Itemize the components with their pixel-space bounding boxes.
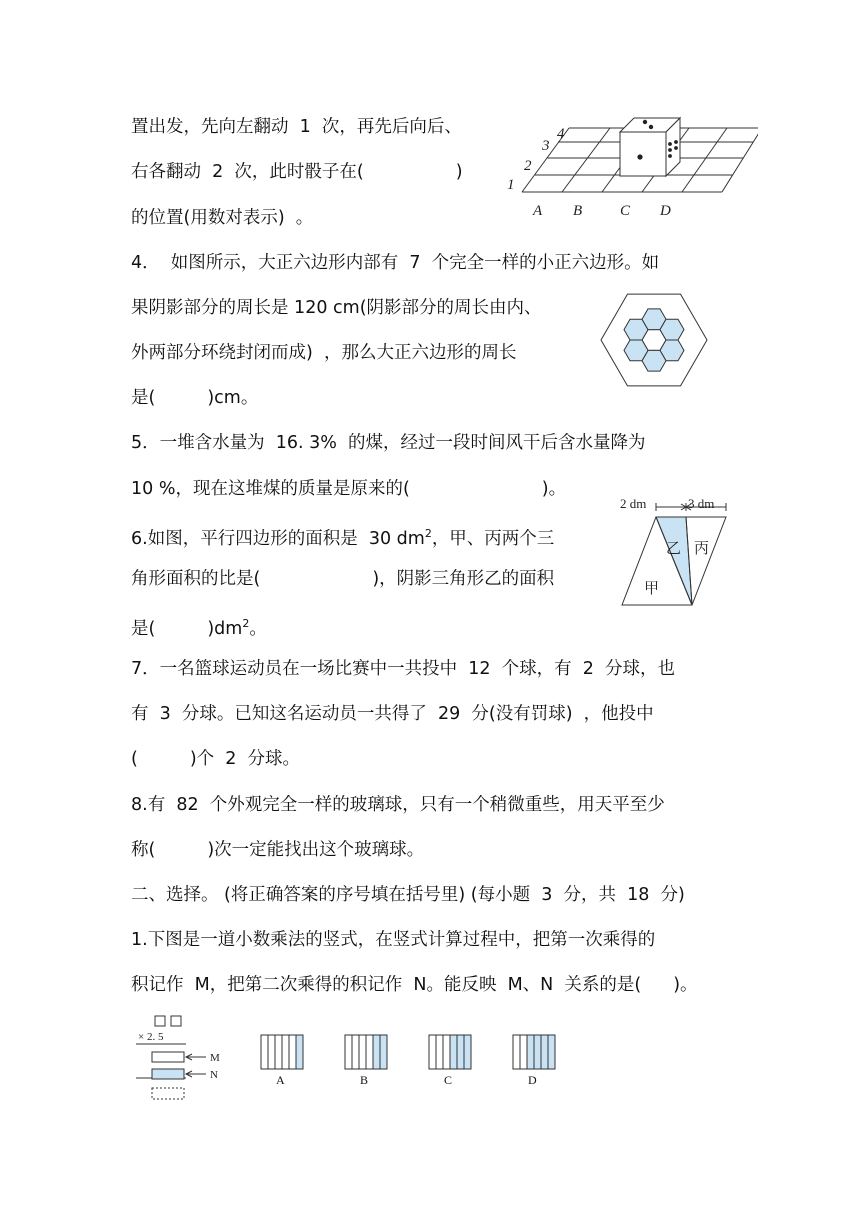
grid-row-label: 3 [542, 138, 550, 154]
grid-row-label: 1 [507, 177, 515, 193]
option-grid-cell [457, 1035, 464, 1069]
grid-col-label: A [533, 203, 543, 219]
dimension-label-2dm: 2 dm [620, 497, 647, 511]
q8-line-2-open: 称( [131, 840, 156, 860]
option-grid-cell [275, 1035, 282, 1069]
q8-line-2 [131, 836, 424, 864]
q4-line-3: 外两部分环绕封闭而成) ，那么大正六边形的周长 [131, 343, 517, 363]
section-heading: 二、选择。 (将正确答案的序号填在括号里) (每小题 3 分，共 18 分) [131, 885, 685, 905]
dice-grid-figure [502, 112, 758, 224]
q6-line-2-text: 角形面积的比是( [131, 569, 261, 589]
grid-col-label: C [620, 203, 631, 219]
c1-line-2 [131, 971, 698, 999]
option-grid-cell [380, 1035, 387, 1069]
option-a[interactable] [258, 1033, 306, 1091]
q6-line-3-unit: )dm [207, 618, 243, 639]
option-grid-cell [352, 1035, 359, 1069]
q3-line-1: 置出发，先向左翻动 1 次，再先后向后、 [131, 117, 462, 137]
q3-line-2-close: ) [455, 162, 463, 182]
triangle-label-yi: 乙 [666, 541, 682, 557]
q3-line-2-text: 右各翻动 2 次，此时骰子在( [131, 162, 364, 182]
q5-line-2-text: 10 %，现在这堆煤的质量是原来的( [131, 479, 410, 499]
q6-line-3-end: 。 [249, 618, 267, 639]
option-grid-cell [345, 1035, 352, 1069]
triangle-label-jia: 甲 [644, 581, 660, 597]
q6-line-3-open: 是( [131, 618, 156, 639]
c1-line-1: 1.下图是一道小数乘法的竖式，在竖式计算过程中，把第一次乘得的 [131, 930, 656, 950]
c1-line-2-close: )。 [673, 975, 698, 995]
parallelogram-figure [618, 497, 730, 613]
q4-line-4-open: 是( [131, 388, 156, 408]
q4-line-4 [131, 384, 258, 412]
option-c[interactable] [426, 1033, 474, 1091]
option-grid-cell [261, 1035, 268, 1069]
option-b[interactable] [342, 1033, 390, 1091]
option-grid-cell [436, 1035, 443, 1069]
option-grid-cell [289, 1035, 296, 1069]
option-grid-cell [366, 1035, 373, 1069]
option-grid-cell [373, 1035, 380, 1069]
option-label: B [360, 1073, 369, 1087]
q6-line-1-sup: 2 [424, 527, 432, 540]
q4-line-4-close: )cm。 [207, 388, 259, 408]
triangle-label-bing: 丙 [694, 541, 710, 557]
label-m: M [210, 1052, 220, 1064]
q4-line-1: 4． 如图所示，大正六边形内部有 7 个完全一样的小正六边形。如 [131, 253, 660, 273]
grid-row-label: 4 [557, 126, 565, 142]
grid-row-label: 2 [524, 158, 532, 174]
q7-line-2: 有 3 分球。已知这名运动员一共得了 29 分(没有罚球) ，他投中 [131, 704, 654, 724]
q3-line-3: 的位置(用数对表示) 。 [131, 208, 314, 228]
q6-line-2 [131, 565, 554, 593]
hexagon-figure [598, 292, 710, 388]
option-grid-cell [520, 1035, 527, 1069]
dimension-label-3dm: 3 dm [688, 497, 715, 511]
option-grid-cell [541, 1035, 548, 1069]
option-d[interactable] [510, 1033, 558, 1091]
option-grid-cell [464, 1035, 471, 1069]
q8-line-1: 8.有 82 个外观完全一样的玻璃球，只有一个稍微重些，用天平至少 [131, 795, 665, 815]
option-label: A [276, 1073, 285, 1087]
option-grid-cell [443, 1035, 450, 1069]
q6-line-1-text: 6.如图，平行四边形的面积是 30 dm [131, 528, 425, 549]
q4-line-2: 果阴影部分的周长是 120 cm(阴影部分的周长由内、 [131, 298, 542, 318]
q5-line-2-close: )。 [541, 479, 567, 499]
q6-line-1 [131, 520, 554, 553]
q7-line-3 [131, 745, 300, 773]
q7-line-3-rest: )个 2 分球。 [189, 749, 301, 769]
q5-line-1: 5．一堆含水量为 16. 3% 的煤，经过一段时间风干后含水量降为 [131, 433, 646, 453]
vertical-multiplication-figure [130, 1012, 230, 1104]
label-n: N [210, 1069, 218, 1081]
q6-line-3 [131, 610, 267, 643]
c1-line-2-text: 积记作 M，把第二次乘得的积记作 N。能反映 M、N 关系的是( [131, 975, 642, 995]
option-label: C [444, 1073, 453, 1087]
q6-line-1-rest: ，甲、丙两个三 [431, 528, 555, 549]
q6-line-2-rest: )，阴影三角形乙的面积 [372, 569, 555, 589]
option-grid-cell [359, 1035, 366, 1069]
q5-line-2 [131, 475, 566, 503]
option-grid-cell [513, 1035, 520, 1069]
option-grid-cell [429, 1035, 436, 1069]
grid-col-label: D [660, 203, 671, 219]
q8-line-2-rest: )次一定能找出这个玻璃球。 [207, 840, 425, 860]
option-grid-cell [527, 1035, 534, 1069]
q7-line-3-open: ( [131, 749, 138, 769]
option-grid-cell [268, 1035, 275, 1069]
option-grid-cell [548, 1035, 555, 1069]
q6-line-3-sup: 2 [242, 617, 250, 630]
option-grid-cell [450, 1035, 457, 1069]
multiplier-text: × 2. 5 [138, 1031, 164, 1043]
option-label: D [528, 1073, 537, 1087]
q3-line-2 [131, 158, 463, 186]
option-grid-cell [296, 1035, 303, 1069]
option-grid-cell [282, 1035, 289, 1069]
grid-col-label: B [573, 203, 583, 219]
q7-line-1: 7．一名篮球运动员在一场比赛中一共投中 12 个球，有 2 分球，也 [131, 659, 676, 679]
option-grid-cell [534, 1035, 541, 1069]
